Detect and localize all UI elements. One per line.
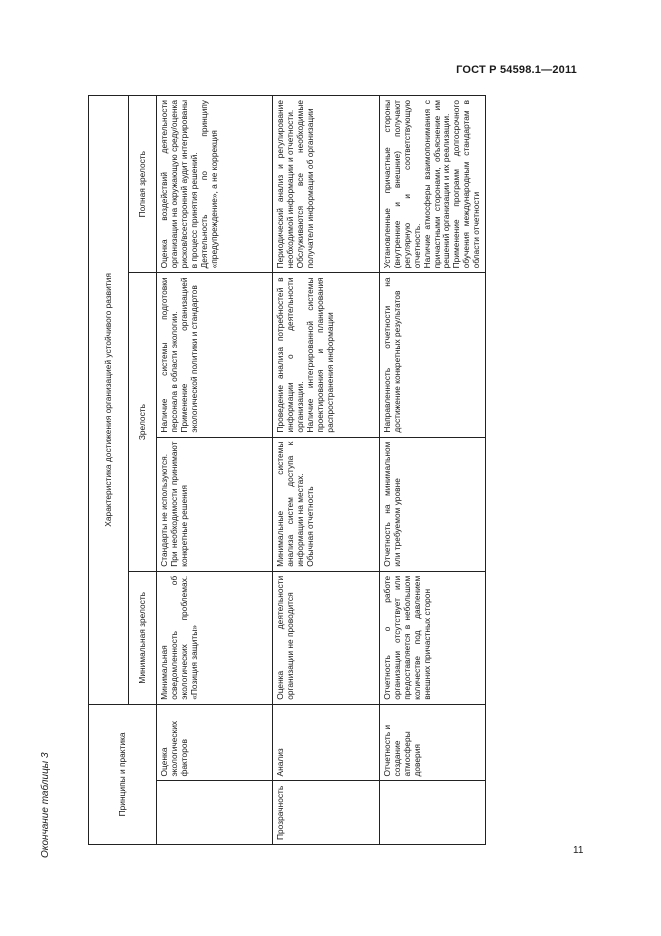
cell-text: Наличие атмосферы взаимопонимания с причастными сторонами, объяснение им решений организации и их реализации.	[421, 100, 452, 269]
rotated-table-container	[88, 95, 482, 845]
cell-text: Стандарты не используются.	[159, 453, 169, 567]
header-minimal-maturity: Минимальная зрелость	[129, 571, 157, 704]
practice-cell: Оценка экологических факторов	[157, 704, 273, 781]
header-characteristics: Характеристика достижения организацией устойчивого развития	[89, 96, 129, 705]
cell-text: Применение организацией экологической политики и стандартов	[178, 277, 199, 433]
maturity-cell-1	[157, 437, 273, 571]
maturity-cell-2	[380, 273, 486, 437]
full-maturity-cell	[380, 96, 486, 273]
principle-cell	[157, 781, 273, 845]
principle-cell	[380, 781, 486, 845]
cell-text: При необходимости принимают конкретные решения	[168, 441, 189, 567]
minimal-cell: Отчетность о работе организации отсутствует или предоставляется в небольшом количестве под давлением внешних причастных сторон	[380, 571, 486, 704]
maturity-cell-2	[273, 273, 380, 437]
header-principles: Принципы и практика	[89, 704, 157, 844]
minimal-cell: Минимальная осведомленность об экологических проблемах. «Позиция защиты»	[157, 571, 273, 704]
table-row	[273, 96, 380, 845]
cell-text: Наличие системы подготовки персонала в области экологии.	[159, 277, 179, 433]
cell-text: Отчетность на минимальном или требуемом уровне	[382, 441, 402, 567]
practice-cell: Анализ	[273, 704, 380, 781]
page-number: 11	[573, 845, 584, 856]
maturity-cell-1	[380, 437, 486, 571]
full-maturity-cell	[273, 96, 380, 273]
table-3-continuation	[88, 95, 486, 845]
cell-text: Обслуживаются все необходимые получатели информации об организации	[294, 100, 315, 269]
cell-text: Наличие интегрированной системы проектирования и планирования распространения информации	[304, 277, 335, 433]
minimal-cell: Оценка деятельности организации не проводится	[273, 571, 380, 704]
cell-text: Периодический анализ и регулирование необходимой информации и отчетности.	[275, 100, 295, 269]
cell-text: Направленность отчетности на достижение конкретных результатов	[382, 277, 402, 433]
standard-number: ГОСТ Р 54598.1—2011	[456, 64, 577, 76]
cell-text: Обычная отчетность	[304, 486, 315, 567]
cell-text: Применение программ долгосрочного обучения международным стандартам в области отчетности	[451, 100, 482, 269]
principle-cell: Прозрачность	[273, 781, 380, 845]
cell-text: Проведение анализа потребностей в информации о деятельности организации.	[275, 277, 305, 433]
cell-text: Установленные причастные стороны (внутренние и внешние) получают регулярную и соответствующую отчетность.	[382, 100, 422, 269]
table-caption: Окончание таблицы 3	[40, 752, 51, 858]
table-row	[157, 96, 273, 845]
cell-text: Оценка воздействий деятельности организации на окружающую среду/оценка рисков/всесторонний аудит интегрированы в процесс принятия решений.	[159, 100, 199, 269]
full-maturity-cell	[157, 96, 273, 273]
maturity-cell-2	[157, 273, 273, 437]
practice-cell: Отчетность и создание атмосферы доверия	[380, 704, 486, 781]
cell-text: Минимальные системы анализа систем доступа к информации на местах.	[275, 441, 305, 567]
header-full-maturity: Полная зрелость	[129, 96, 157, 273]
header-maturity: Зрелость	[129, 273, 157, 571]
maturity-cell-1	[273, 437, 380, 571]
cell-text: Деятельность по принципу «предупреждение», а не коррекция	[198, 100, 219, 269]
table-row	[380, 96, 486, 845]
